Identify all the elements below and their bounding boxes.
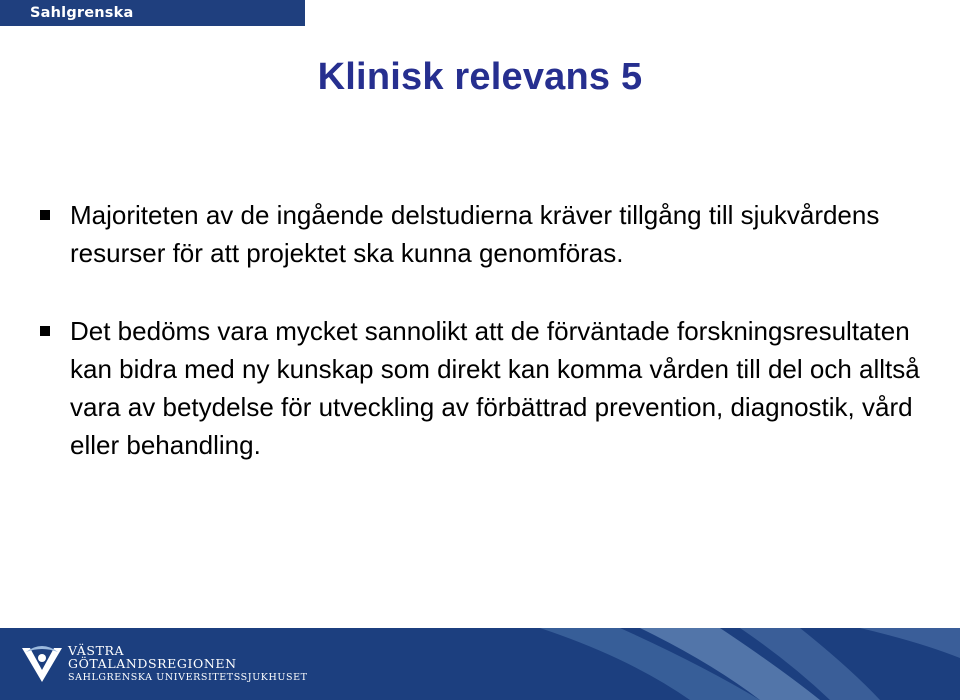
footer-org-line3: SAHLGRENSKA UNIVERSITETSSJUKHUSET bbox=[68, 672, 308, 683]
square-bullet-icon bbox=[40, 210, 50, 220]
slide-title: Klinisk relevans 5 bbox=[317, 56, 643, 98]
footer-org-line1: VÄSTRA bbox=[68, 643, 125, 658]
header-brand-text: Sahlgrenska Universitetssjukhuset bbox=[30, 5, 214, 47]
footer-bar bbox=[0, 628, 960, 700]
square-bullet-icon bbox=[40, 326, 50, 336]
bullet-text: Det bedöms vara mycket sannolikt att de förväntade forskningsresultaten kan bidra med ny kunskap som direkt kan komma vården till del och alltså vara av betydelse för utveckling av förbättrad prevention, diagnostik, vård eller behandling. bbox=[70, 316, 920, 460]
bullet-text: Majoriteten av de ingående delstudierna kräver tillgång till sjukvårdens resurser för att projektet ska kunna genomföras. bbox=[70, 200, 880, 268]
bullet-list bbox=[40, 196, 920, 464]
vgr-logo-icon bbox=[20, 642, 64, 690]
footer-org-line2: GÖTALANDSREGIONEN bbox=[68, 656, 237, 671]
footer-org-name bbox=[68, 644, 308, 684]
header-brand-bar bbox=[0, 0, 305, 47]
bullet-item bbox=[40, 312, 920, 464]
bullet-item bbox=[40, 196, 920, 272]
